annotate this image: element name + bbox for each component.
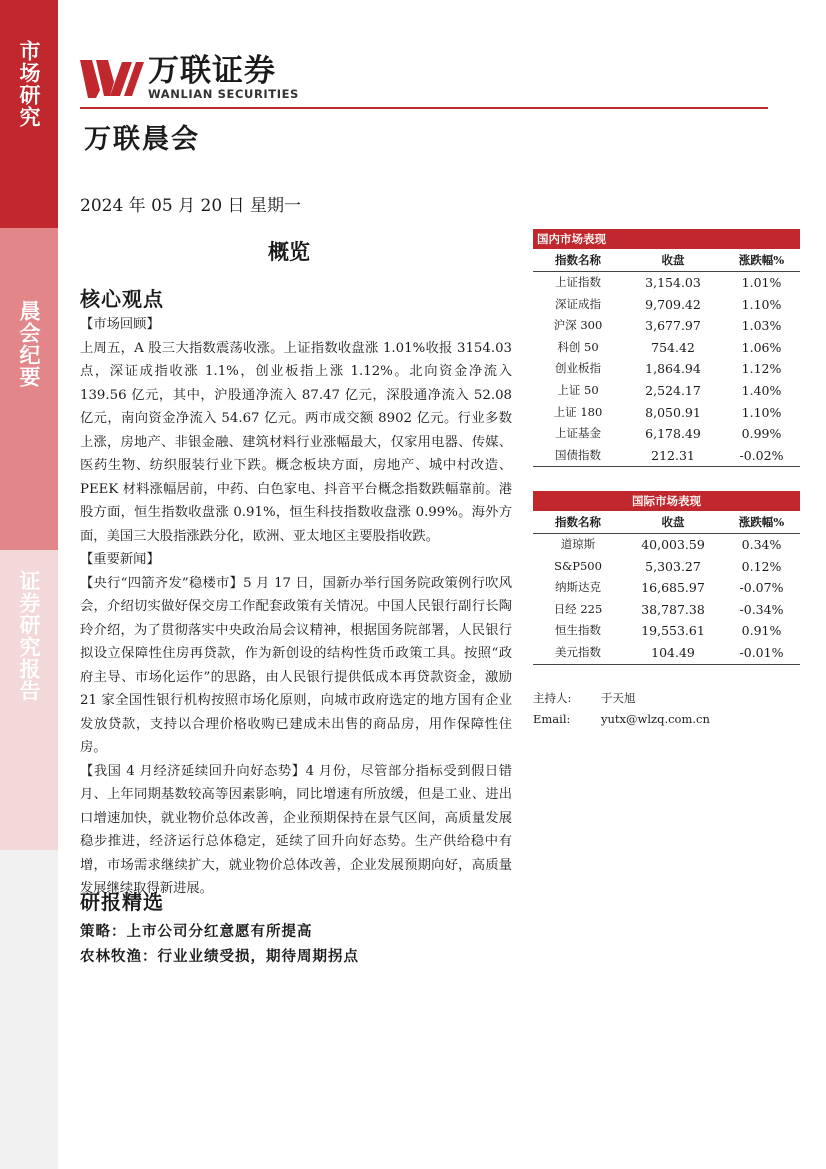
international-market-table xyxy=(533,491,800,665)
index-name-cell: 道琼斯 xyxy=(560,537,596,551)
table-row xyxy=(533,556,800,578)
index-name-cell: 科创 50 xyxy=(557,339,599,354)
index-name-cell: S&P500 xyxy=(554,558,602,573)
close-value-cell: 3,677.97 xyxy=(645,318,701,334)
close-value-cell: 40,003.59 xyxy=(641,537,705,552)
table-row xyxy=(533,534,800,556)
host-label: 主持人: xyxy=(533,691,572,705)
table-row xyxy=(533,445,800,467)
table-bottom-rule xyxy=(533,466,800,467)
close-value-cell: 212.31 xyxy=(651,447,695,463)
brand-logo xyxy=(80,55,299,101)
news-item-2-tag: 【我国 4 月经济延续回升向好态势】 xyxy=(80,763,306,779)
index-name-cell: 恒生指数 xyxy=(555,623,601,638)
column-header: 涨跌幅% xyxy=(738,253,785,267)
news-item-1-text: 5 月 17 日，国新办举行国务院政策例行吹风会，介绍切实做好保交房工作配套政策有关情况。中国人民银行副行长陶玲介绍，为了贯彻落实中央政治局会议精神，根据国务院部署，人民银行拟设立保障性住房再贷款，作为新创设的结构性货币政策工具。按照“政府主导、市场化运作”的思路，由人民银行提供低成本再贷款资金，激励 21 家全国性银行机构按照市场化原则，向城市政府选定的地方国有企业发放贷款，支持以合理价格收购已建成未出售的商品房，用作保障性住房。 xyxy=(80,575,512,755)
host-name: 于天旭 xyxy=(601,691,636,705)
index-name-cell: 国债指数 xyxy=(555,447,601,462)
brand-name-cn: 万联证券 xyxy=(148,53,276,89)
change-pct-cell: -0.34% xyxy=(739,601,784,617)
change-pct-cell: 0.91% xyxy=(741,623,782,639)
table-row xyxy=(533,272,800,294)
close-value-cell: 16,685.97 xyxy=(641,580,705,596)
table-bottom-rule xyxy=(533,664,800,665)
host-line xyxy=(533,690,636,706)
table-row xyxy=(533,294,800,316)
close-value-cell: 19,553.61 xyxy=(641,623,705,639)
close-value-cell: 3,154.03 xyxy=(645,275,701,290)
email-label: Email: xyxy=(533,712,571,726)
side-bar xyxy=(0,0,58,1169)
news-item-2-text: 4 月份，尽管部分指标受到假日错月、上年同期基数较高等因素影响，同比增速有所放缓，但是工业、进出口增速加快，就业物价总体改善，企业预期保持在景气区间，高质量发展稳步推进，经济运行总体稳定，延续了回升向好态势。生产供给稳中有增，市场需求继续扩大，就业物价总体改善，企业发展预期向好，高质量发展继续取得新进展。 xyxy=(80,763,512,896)
change-pct-cell: 1.01% xyxy=(741,275,782,290)
research-item[interactable]: 农林牧渔：行业业绩受损，期待周期拐点 xyxy=(80,948,359,965)
domestic-market-table xyxy=(533,229,800,467)
document-title: 万联晨会 xyxy=(84,124,200,155)
column-header: 收盘 xyxy=(661,253,685,267)
index-name-cell: 美元指数 xyxy=(555,644,601,659)
index-name-cell: 上证 50 xyxy=(557,382,599,397)
change-pct-cell: -0.02% xyxy=(739,447,784,463)
close-value-cell: 6,178.49 xyxy=(645,426,701,442)
table-header xyxy=(533,511,800,534)
change-pct-cell: 1.10% xyxy=(741,296,782,312)
change-pct-cell: -0.07% xyxy=(739,580,784,596)
table-row xyxy=(533,358,800,380)
table-row xyxy=(533,599,800,621)
index-name-cell: 日经 225 xyxy=(553,601,603,616)
side-block-morning xyxy=(0,228,58,550)
table-row xyxy=(533,620,800,642)
close-value-cell: 9,709.42 xyxy=(645,296,701,312)
core-view-body xyxy=(80,313,512,901)
header-divider xyxy=(80,107,768,109)
close-value-cell: 8,050.91 xyxy=(645,404,701,420)
change-pct-cell: -0.01% xyxy=(739,644,784,660)
news-item-2 xyxy=(80,760,512,901)
table-row xyxy=(533,423,800,445)
brand-name-en: WANLIAN SECURITIES xyxy=(148,87,299,101)
change-pct-cell: 1.03% xyxy=(741,318,782,334)
table-row xyxy=(533,380,800,402)
research-heading: 研报精选 xyxy=(80,890,164,914)
market-review-text: 上周五，A 股三大指数震荡收涨。上证指数收盘涨 1.01%收报 3154.03 点，深证成指收涨 1.1%，创业板指上涨 1.12%。北向资金净流入 139.56 亿元，其中，沪股通净流入 87.47 亿元，深股通净流入 52.08 亿元，南向资金净流入 54.67 亿元。两市成交额 8902 亿元。行业多数上涨，房地产、非银金融、建筑材料行业涨幅最大，仅家用电器、传媒、医药生物、纺织服装行业下跌。概念板块方面，房地产、城中村改造、PEEK 材料涨幅居前，中药、白色家电、抖音平台概念指数跌幅靠前。港股方面，恒生指数收盘涨 0.91%，恒生科技指数收盘涨 0.99%。海外方面，美国三大股指涨跌分化，欧洲、亚太地区主要股指收跌。 xyxy=(80,340,512,544)
news-item-1-tag: 【央行“四箭齐发”稳楼市】 xyxy=(80,575,244,591)
email-address[interactable]: yutx@wlzq.com.cn xyxy=(601,712,710,726)
core-view-heading: 核心观点 xyxy=(80,287,164,311)
overview-heading: 概览 xyxy=(268,239,310,264)
change-pct-cell: 1.12% xyxy=(741,361,782,377)
domestic-table-title: 国内市场表现 xyxy=(533,229,800,249)
column-header: 收盘 xyxy=(661,515,685,529)
email-line xyxy=(533,712,710,726)
change-pct-cell: 1.40% xyxy=(741,382,782,398)
index-name-cell: 上证基金 xyxy=(555,426,601,441)
close-value-cell: 2,524.17 xyxy=(645,382,701,398)
table-row xyxy=(533,315,800,337)
side-label-report: 证券研究报告 xyxy=(17,570,42,702)
close-value-cell: 38,787.38 xyxy=(641,601,705,617)
table-row xyxy=(533,337,800,359)
side-label-morning: 晨会纪要 xyxy=(17,300,42,388)
change-pct-cell: 0.99% xyxy=(741,426,782,442)
change-pct-cell: 0.34% xyxy=(741,537,782,552)
column-header: 涨跌幅% xyxy=(738,515,785,529)
close-value-cell: 1,864.94 xyxy=(645,361,701,377)
market-review-tag: 【市场回顾】 xyxy=(80,317,160,332)
research-item[interactable]: 策略：上市公司分红意愿有所提高 xyxy=(80,923,313,940)
change-pct-cell: 1.06% xyxy=(741,339,782,355)
close-value-cell: 104.49 xyxy=(651,644,695,660)
intl-table-title: 国际市场表现 xyxy=(533,491,800,511)
index-name-cell: 纳斯达克 xyxy=(555,580,601,595)
close-value-cell: 5,303.27 xyxy=(645,558,701,574)
table-row xyxy=(533,577,800,599)
change-pct-cell: 0.12% xyxy=(741,558,782,574)
wanlian-logo-icon xyxy=(80,56,144,100)
document-date: 2024 年 05 月 20 日 星期一 xyxy=(80,196,301,216)
news-item-1 xyxy=(80,572,512,760)
index-name-cell: 沪深 300 xyxy=(553,318,603,333)
index-name-cell: 上证指数 xyxy=(555,275,601,289)
news-tag: 【重要新闻】 xyxy=(80,552,160,567)
column-header: 指数名称 xyxy=(555,515,601,529)
column-header: 指数名称 xyxy=(555,253,601,267)
change-pct-cell: 1.10% xyxy=(741,404,782,420)
index-name-cell: 创业板指 xyxy=(555,361,601,376)
table-row xyxy=(533,642,800,664)
table-row xyxy=(533,402,800,424)
close-value-cell: 754.42 xyxy=(651,339,695,355)
side-label-market: 市场研究 xyxy=(17,40,42,128)
index-name-cell: 上证 180 xyxy=(553,404,603,419)
index-name-cell: 深证成指 xyxy=(555,296,601,311)
table-header xyxy=(533,249,800,272)
